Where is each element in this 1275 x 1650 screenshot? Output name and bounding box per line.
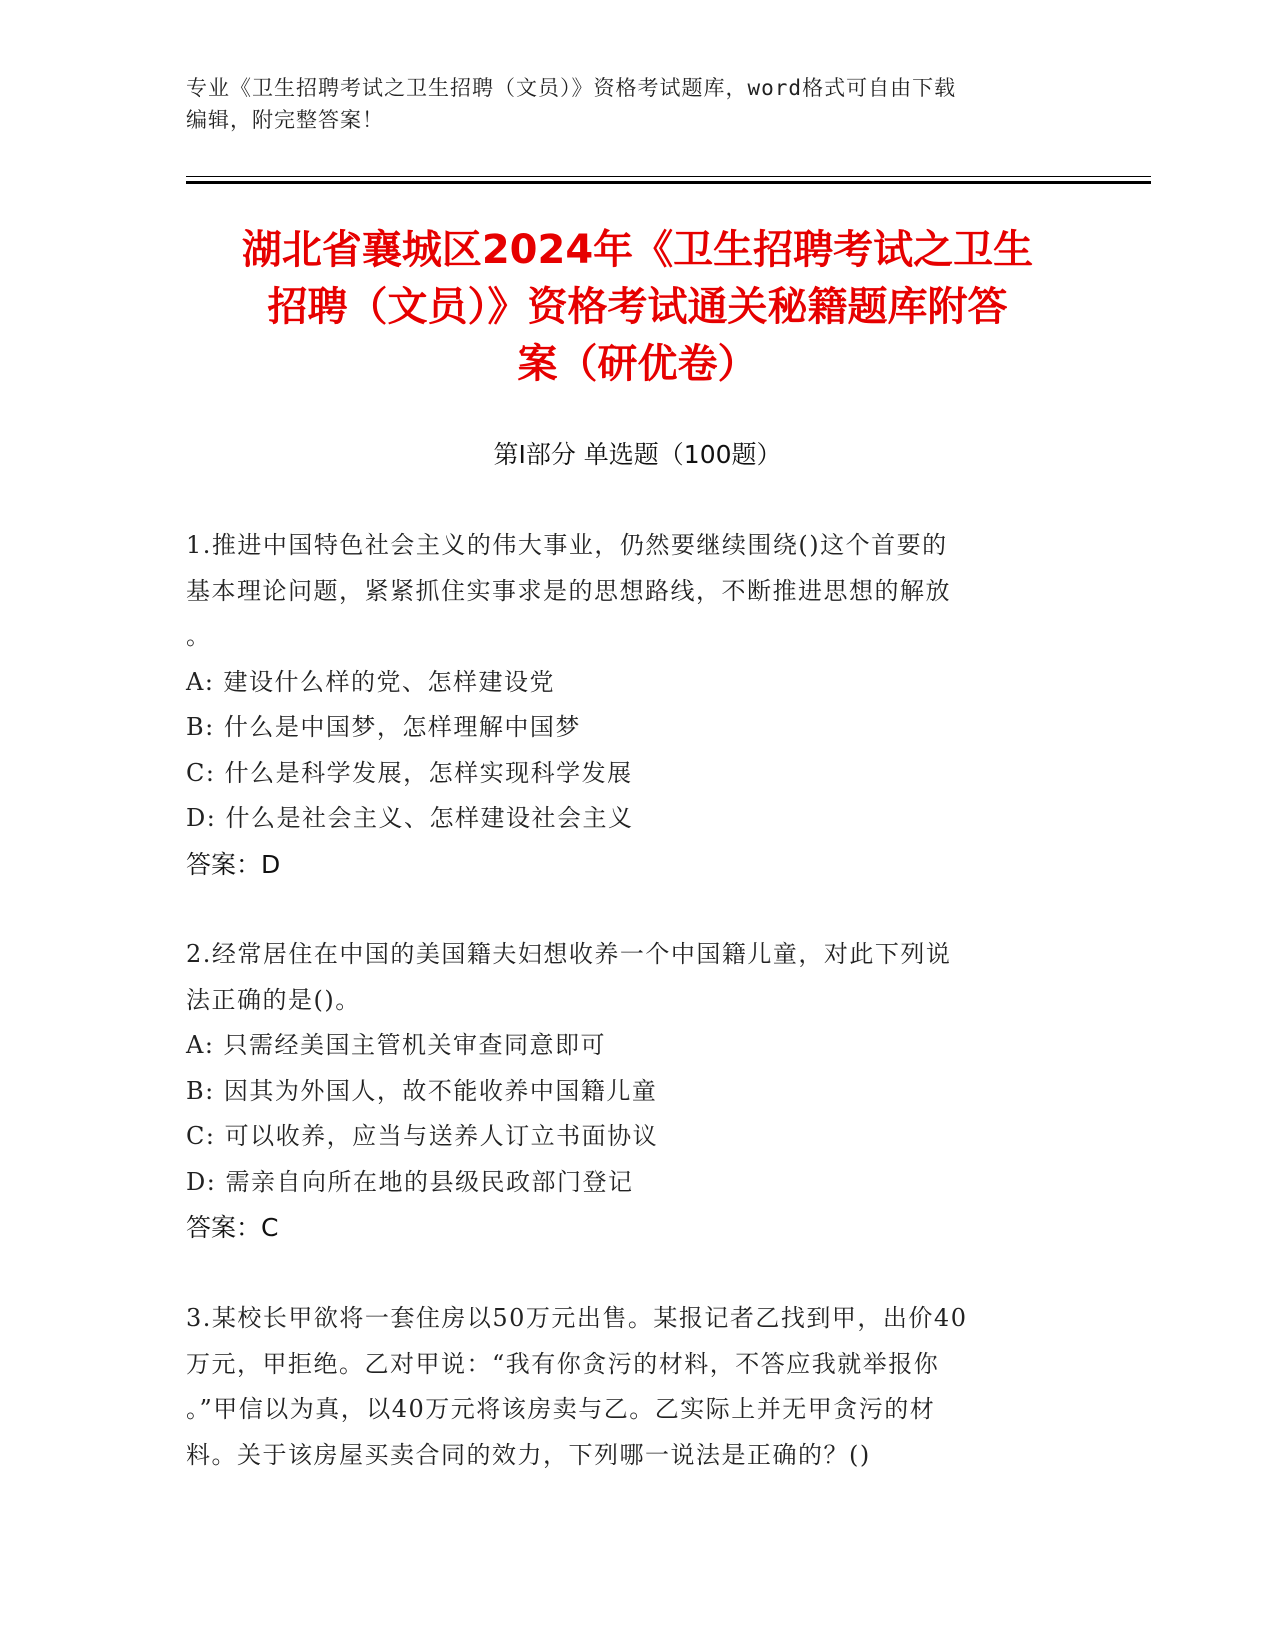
question-stem-line: 。”甲信以为真，以40万元将该房卖与乙。乙实际上并无甲贪污的材 [186, 1395, 936, 1423]
option-d: D: 什么是社会主义、怎样建设社会主义 [186, 804, 634, 832]
document-title-line-1: 湖北省襄城区2024年《卫生招聘考试之卫生 [241, 227, 1034, 273]
document-title-line-2: 招聘（文员）》资格考试通关秘籍题库附答 [267, 284, 1008, 330]
document-title [150, 222, 1125, 393]
question-1 [186, 523, 1086, 887]
question-3 [186, 1296, 1086, 1478]
header-divider-thick [186, 181, 1151, 184]
option-d: D: 需亲自向所在地的县级民政部门登记 [186, 1167, 634, 1196]
header-note-line-2: 编辑，附完整答案！ [186, 108, 384, 132]
question-stem-line: 3.某校长甲欲将一套住房以50万元出售。某报记者乙找到甲，出价40 [186, 1304, 968, 1332]
question-2 [186, 932, 1086, 1251]
question-stem-line: 万元，甲拒绝。乙对甲说：“我有你贪污的材料，不答应我就举报你 [186, 1349, 940, 1378]
option-c: C: 可以收养，应当与送养人订立书面协议 [186, 1122, 659, 1150]
option-b: B: 因其为外国人，故不能收养中国籍儿童 [186, 1076, 658, 1105]
question-stem-line: 2.经常居住在中国的美国籍夫妇想收养一个中国籍儿童，对此下列说 [186, 940, 952, 968]
section-heading: 第Ⅰ部分 单选题（100题） [493, 440, 782, 469]
option-a: A: 建设什么样的党、怎样建设党 [186, 667, 556, 696]
question-stem-line: 基本理论问题，紧紧抓住实事求是的思想路线，不断推进思想的解放 [186, 576, 951, 605]
document-title-line-3: 案（研优卷） [517, 341, 758, 387]
question-stem-line: 料。关于该房屋买卖合同的效力，下列哪一说法是正确的？() [186, 1440, 871, 1469]
header-note [186, 72, 1086, 136]
header-note-line-1: 专业《卫生招聘考试之卫生招聘（文员）》资格考试题库，word格式可自由下载 [186, 76, 957, 100]
question-stem-line: 法正确的是()。 [186, 985, 361, 1014]
option-a: A: 只需经美国主管机关审查同意即可 [186, 1031, 607, 1059]
question-stem-line: 1.推进中国特色社会主义的伟大事业，仍然要继续围绕()这个首要的 [186, 531, 948, 559]
answer: 答案：C [186, 1213, 279, 1242]
question-stem-line: 。 [186, 622, 212, 650]
answer: 答案：D [186, 849, 281, 879]
option-b: B: 什么是中国梦，怎样理解中国梦 [186, 713, 581, 741]
header-divider-thin [186, 176, 1151, 177]
option-c: C: 什么是科学发展，怎样实现科学发展 [186, 758, 633, 787]
